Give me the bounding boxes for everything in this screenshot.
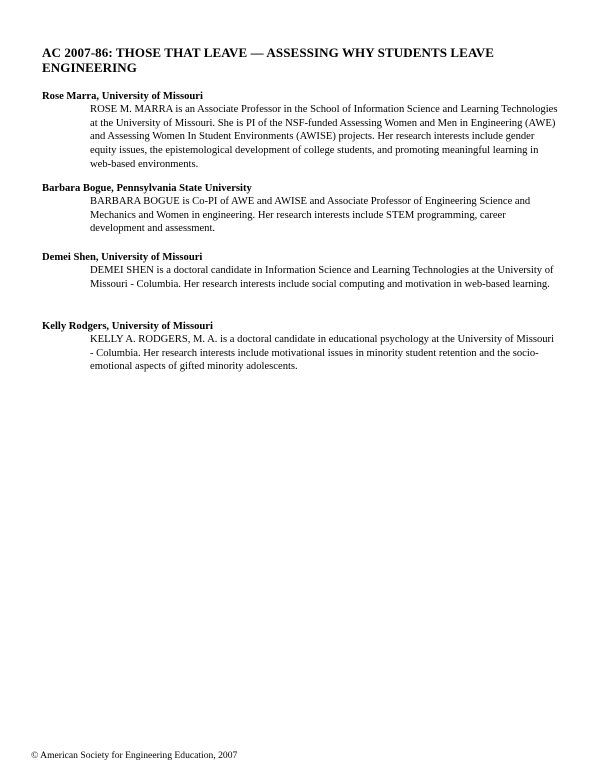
author-block-rodgers	[42, 320, 562, 374]
author-block-shen	[42, 251, 562, 291]
author-heading: Kelly Rodgers, University of Missouri	[42, 321, 213, 332]
author-heading: Demei Shen, University of Missouri	[42, 252, 203, 263]
author-bio: KELLY A. RODGERS, M. A. is a doctoral candidate in educational psychology at the University of Missouri - Columbia. Her research interests include motivational issues in minority student retention and the socio-emotional aspects of gifted minority adolescents.	[90, 334, 555, 373]
author-heading: Rose Marra, University of Missouri	[42, 91, 203, 102]
author-block-marra	[42, 90, 562, 172]
paper-title: AC 2007-86: THOSE THAT LEAVE — ASSESSING WHY STUDENTS LEAVE ENGINEERING	[42, 45, 495, 75]
author-block-bogue	[42, 182, 562, 236]
author-bio: DEMEI SHEN is a doctoral candidate in Information Science and Learning Technologies at the University of Missouri - Columbia. Her research interests include social computing and motivation in web-based learning.	[90, 265, 554, 290]
copyright-footer: © American Society for Engineering Education, 2007	[31, 750, 238, 761]
author-heading: Barbara Bogue, Pennsylvania State University	[42, 183, 252, 194]
author-bio: ROSE M. MARRA is an Associate Professor in the School of Information Science and Learning Technologies at the University of Missouri. She is PI of the NSF-funded Assessing Women and Men in Engineering (AWE) and Assessing Women In Student Environments (AWISE) projects. Her research interests include gender equity issues, the epistemological development of college students, and promoting meaningful learning in web-based environments.	[90, 104, 558, 170]
author-bio: BARBARA BOGUE is Co-PI of AWE and AWISE and Associate Professor of Engineering Science and Mechanics and Women in engineering. Her research interests include STEM programming, career development and assessment.	[90, 196, 531, 235]
